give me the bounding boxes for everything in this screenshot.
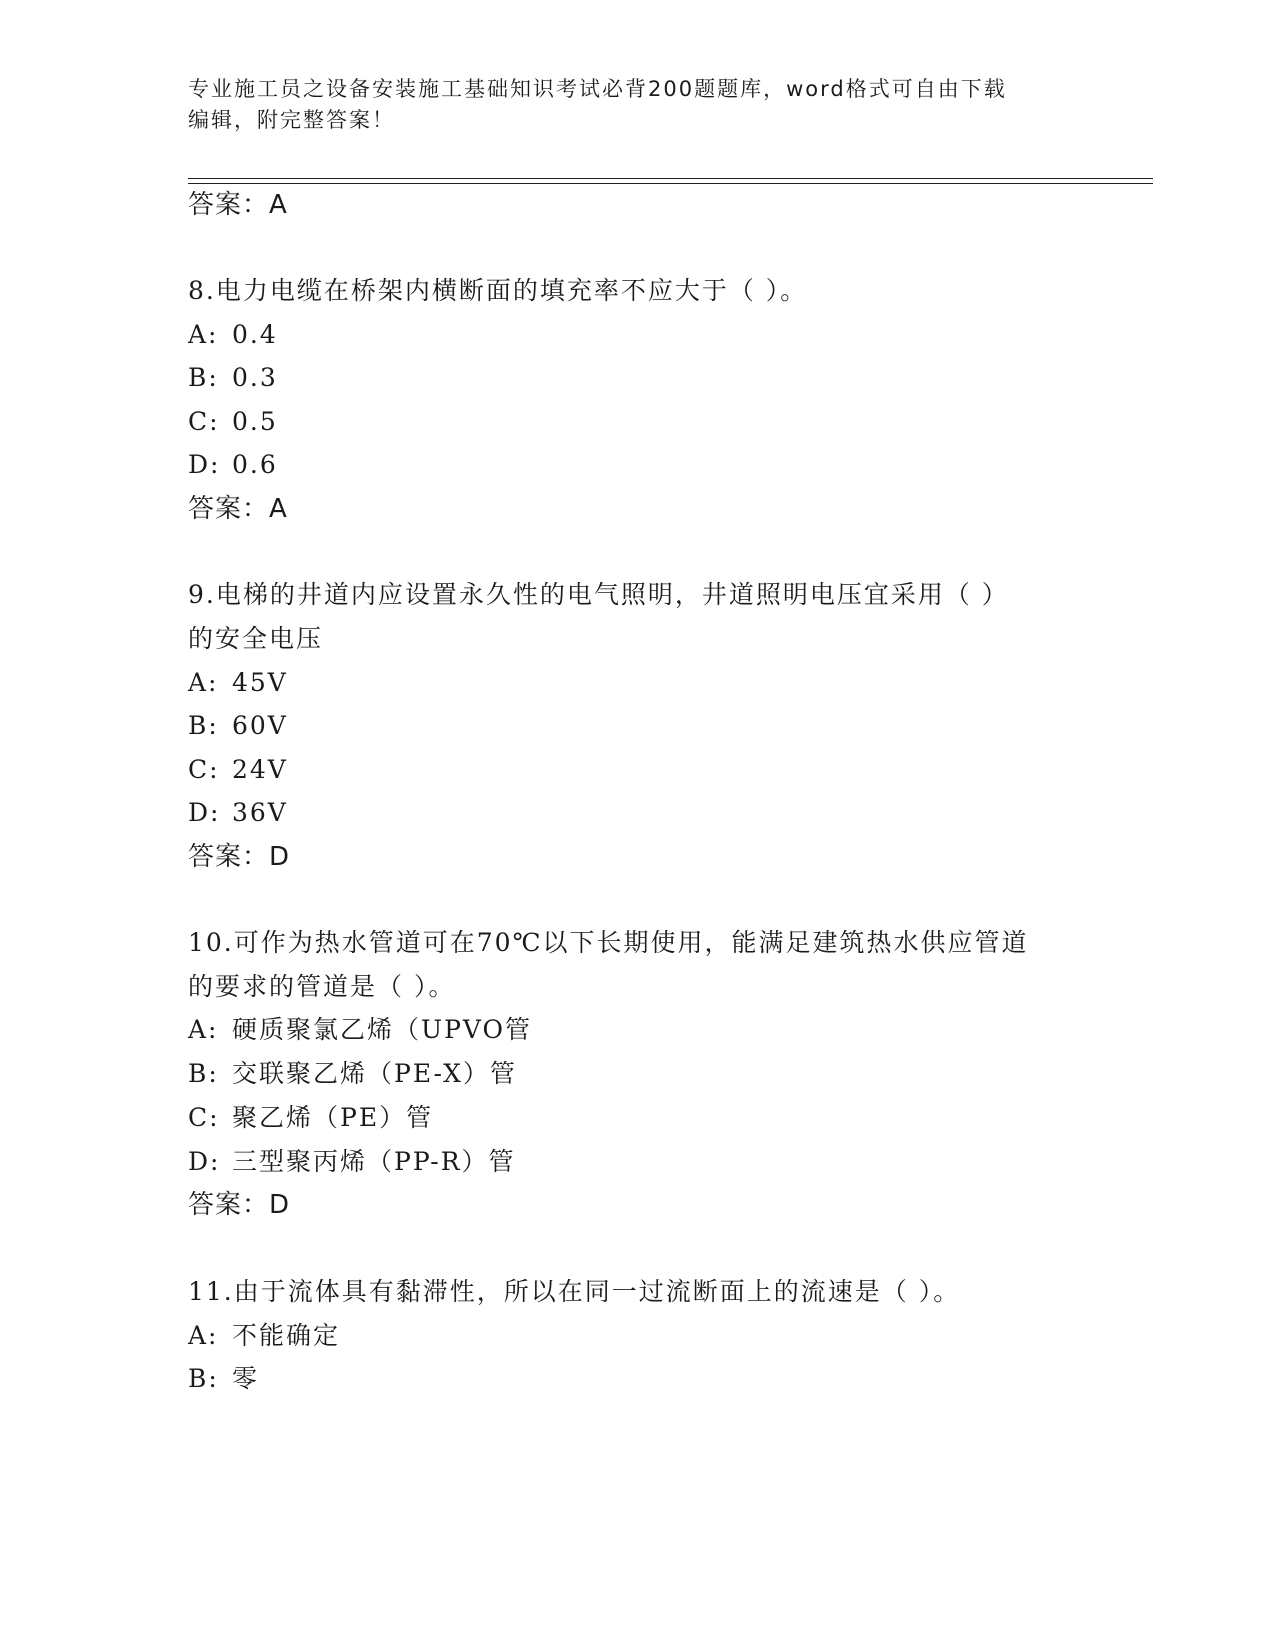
document-header [188,74,1088,136]
question-8-option-c [188,405,278,439]
question-9-answer: 答案：D [188,842,291,872]
option-label: B: [188,1059,219,1088]
header-rule-top [188,178,1153,179]
header-line-2: 编辑，附完整答案！ [188,108,395,132]
question-9-stem-line-1: 9.电梯的井道内应设置永久性的电气照明，井道照明电压宜采用（ ） [188,580,1009,609]
question-11-option-a [188,1319,340,1353]
option-text: 0.6 [232,450,278,479]
option-label: C: [188,755,220,784]
option-label: C: [188,407,220,436]
option-text: 0.4 [232,320,278,349]
question-9-option-a [188,666,288,700]
header-line-1: 专业施工员之设备安装施工基础知识考试必背200题题库，word格式可自由下载 [188,77,1007,101]
option-label: B: [188,363,219,392]
option-text: 36V [232,798,288,827]
option-text: 60V [232,711,288,740]
option-text: 0.3 [232,363,278,392]
question-9-option-c [188,753,288,787]
option-text: 硬质聚氯乙烯（UPVO管 [232,1015,533,1044]
question-10-option-d [188,1145,516,1179]
question-10-option-a [188,1013,532,1047]
option-text: 三型聚丙烯（PP-R）管 [232,1147,516,1176]
option-label: D: [188,450,221,479]
question-10-answer: 答案：D [188,1190,291,1220]
question-9-stem-line-2: 的安全电压 [188,624,324,653]
option-label: D: [188,1147,221,1176]
option-text: 24V [232,755,288,784]
option-label: A: [188,1015,219,1044]
answer-prev: 答案：A [188,190,288,220]
option-label: A: [188,320,219,349]
question-11-option-b [188,1362,259,1396]
option-text: 0.5 [232,407,278,436]
question-10-option-c [188,1101,433,1135]
question-9-option-b [188,709,288,743]
question-9-option-d [188,796,288,830]
option-text: 聚乙烯（PE）管 [232,1103,434,1132]
question-10-option-b [188,1057,517,1091]
question-8-answer: 答案：A [188,494,288,524]
question-8-option-a [188,318,278,352]
option-label: A: [188,1321,219,1350]
option-text: 45V [232,668,288,697]
question-8-option-b [188,361,278,395]
option-text: 交联聚乙烯（PE-X）管 [232,1059,517,1088]
question-8-option-d [188,448,278,482]
header-rule-bottom [188,183,1153,184]
option-label: A: [188,668,219,697]
question-11-stem: 11.由于流体具有黏滞性，所以在同一过流断面上的流速是（ ）。 [188,1277,961,1306]
option-text: 零 [232,1364,260,1393]
option-label: D: [188,798,221,827]
question-10-stem-line-1: 10.可作为热水管道可在70℃以下长期使用，能满足建筑热水供应管道 [188,928,1029,957]
option-label: B: [188,1364,219,1393]
option-label: C: [188,1103,220,1132]
question-10-stem-line-2: 的要求的管道是（ ）。 [188,972,456,1001]
question-8-stem: 8.电力电缆在桥架内横断面的填充率不应大于（ ）。 [188,276,808,305]
option-label: B: [188,711,219,740]
option-text: 不能确定 [232,1321,341,1350]
